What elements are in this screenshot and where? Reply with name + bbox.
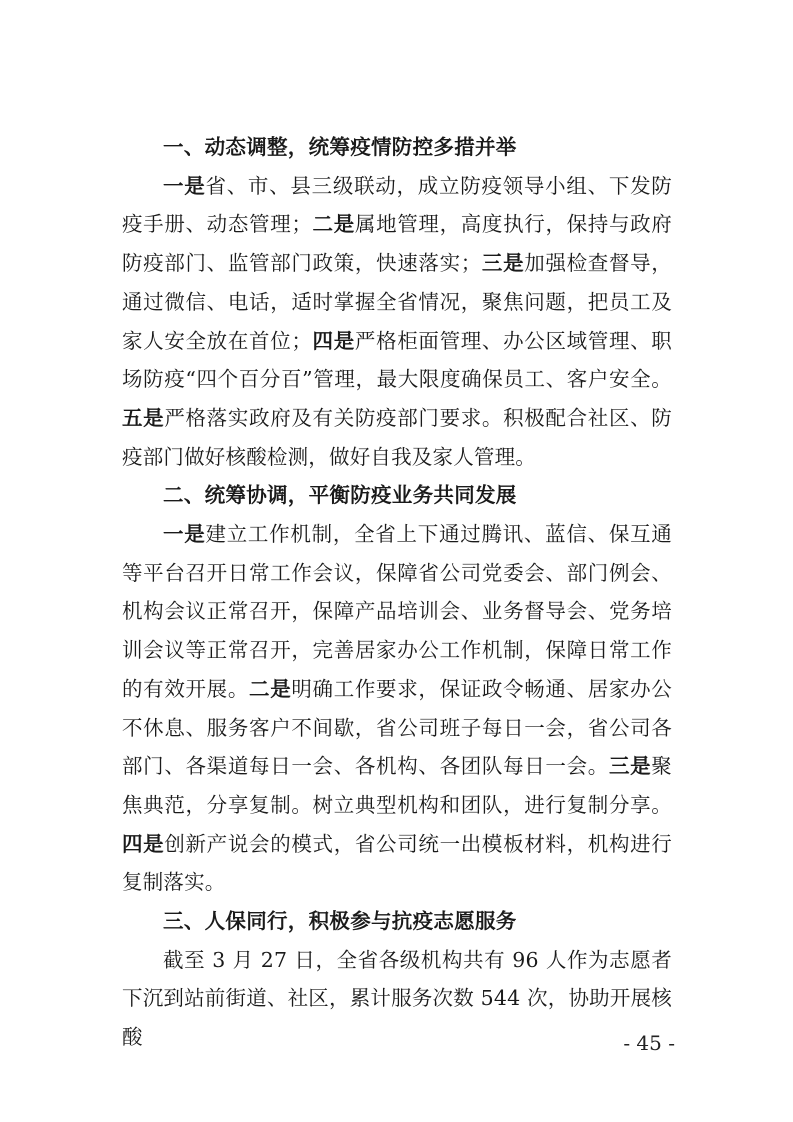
section-2-paragraph — [122, 515, 672, 902]
paragraph-text: 截至 3 月 27 日，全省各级机构共有 96 人作为志愿者下沉到站前街道、社区，累计服务次数 544 次，协助开展核酸 — [122, 947, 672, 1050]
paragraph-text: 建立工作机制，全省上下通过腾讯、蓝信、保互通等平台召开日常工作会议，保障省公司党委会、部门例会、机构会议正常召开，保障产品培训会、业务督导会、党务培训会议等正常召开，完善居家办公工作机制，保障日常工作的有效开展。 — [122, 522, 672, 701]
keyword-four: 四是 — [312, 328, 355, 353]
keyword-three: 三是 — [481, 251, 525, 276]
paragraph-text: 属地管理，高度执行，保持与政府防疫部门、监管部门政策，快速落实； — [122, 212, 673, 276]
keyword-three: 三是 — [608, 754, 652, 779]
paragraph-text: 省、市、县三级联动，成立防疫领导小组、下发防疫手册、动态管理； — [122, 173, 672, 237]
paragraph-text: 聚焦典范，分享复制。树立典型机构和团队，进行复制分享。 — [122, 754, 672, 817]
document-body — [122, 128, 672, 1057]
paragraph-text: 创新产说会的模式，省公司统一出模板材料，机构进行复制落实。 — [122, 831, 672, 895]
keyword-two: 二是 — [312, 212, 355, 237]
keyword-one: 一是 — [163, 522, 206, 546]
paragraph-text: 严格落实政府及有关防疫部门要求。积极配合社区、防疫部门做好核酸检测，做好自我及家人管理。 — [122, 405, 672, 469]
section-heading-2: 二、统筹协调，平衡防疫业务共同发展 — [163, 483, 517, 508]
page-number: - 45 - — [623, 1031, 675, 1055]
section-1-paragraph — [122, 167, 672, 477]
section-heading-3: 三、人保同行，积极参与抗疫志愿服务 — [163, 909, 517, 934]
paragraph-text: 明确工作要求，保证政令畅通、居家办公不休息、服务客户不间歇，省公司班子每日一会，省公司各部门、各渠道每日一会、各机构、各团队每日一会。 — [122, 676, 672, 779]
section-3-paragraph — [122, 941, 672, 1057]
paragraph-text: 严格柜面管理、办公区域管理、职场防疫“四个百分百”管理，最大限度确保员工、客户安全。 — [122, 328, 673, 392]
keyword-four: 四是 — [122, 831, 165, 856]
paragraph-text: 加强检查督导，通过微信、电话，适时掌握全省情况，聚焦问题，把员工及家人安全放在首位； — [122, 251, 673, 353]
section-heading-1: 一、动态调整，统筹疫情防控多措并举 — [163, 135, 517, 159]
keyword-one: 一是 — [163, 173, 206, 198]
keyword-two: 二是 — [249, 676, 292, 701]
keyword-five: 五是 — [122, 405, 165, 430]
